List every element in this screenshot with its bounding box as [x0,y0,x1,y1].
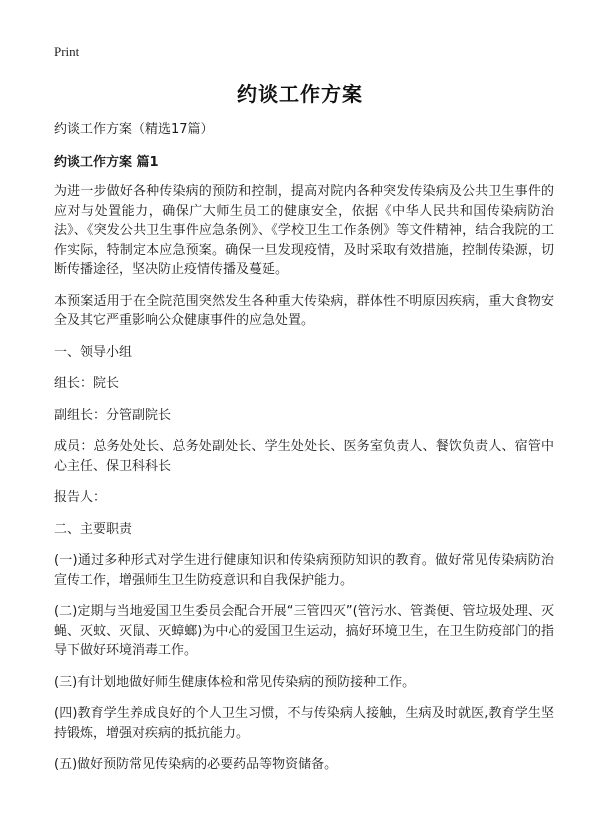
heading-main-duties: 二、主要职责 [54,521,133,537]
document-body [54,120,554,787]
paragraph-reporter: 报告人： [54,490,107,505]
duty-item-5: (五)做好预防常见传染病的必要药品等物资储备。 [54,757,338,772]
paragraph-group-leader: 组长：院长 [54,376,120,391]
document-title: 约谈工作方案 [237,82,363,106]
heading-leadership-group: 一、领导小组 [54,344,133,360]
section-heading: 约谈工作方案 篇1 [54,154,159,170]
paragraph-members: 成员：总务处处长、总务处副处长、学生处处长、医务室负责人、餐饮负责人、宿管中心主任、保卫科科长 [54,439,554,474]
paragraph-deputy-leader: 副组长：分管副院长 [54,407,172,423]
duty-item-1: (一)通过多种形式对学生进行健康知识和传染病预防知识的教育。做好常见传染病防治宣传工作，增强师生卫生防疫意识和自我保护能力。 [54,553,554,588]
document-subtitle: 约谈工作方案（精选17篇） [54,122,214,137]
duty-item-2: (二)定期与当地爱国卫生委员会配合开展“三管四灭”(管污水、管粪便、管垃圾处理、灭蝇、灭蚊、灭鼠、灭蟑螂)为中心的爱国卫生运动，搞好环境卫生，在卫生防疫部门的指导下做好环境消毒工作。 [54,604,554,658]
print-link[interactable]: Print [54,44,80,59]
duty-item-3: (三)有计划地做好师生健康体检和常见传染病的预防接种工作。 [54,674,416,690]
paragraph-scope: 本预案适用于在全院范围突然发生各种重大传染病，群体性不明原因疾病，重大食物安全及其它严重影响公众健康事件的应急处置。 [54,293,554,328]
duty-item-4: (四)教育学生养成良好的个人卫生习惯，不与传染病人接触，生病及时就医,教育学生坚持锻炼，增强对疾病的抵抗能力。 [54,706,554,741]
paragraph-intro: 为进一步做好各种传染病的预防和控制，提高对院内各种突发传染病及公共卫生事件的应对与处置能力，确保广大师生员工的健康安全，依据《中华人民共和国传染病防治法》、《突发公共卫生事件应急条例》、《学校卫生工作条例》等文件精神，结合我院的工作实际，特制定本应急预案。确保一旦发现疫情，及时采取有效措施，控制传染源，切断传播途径，坚决防止疫情传播及蔓延。 [54,184,554,277]
